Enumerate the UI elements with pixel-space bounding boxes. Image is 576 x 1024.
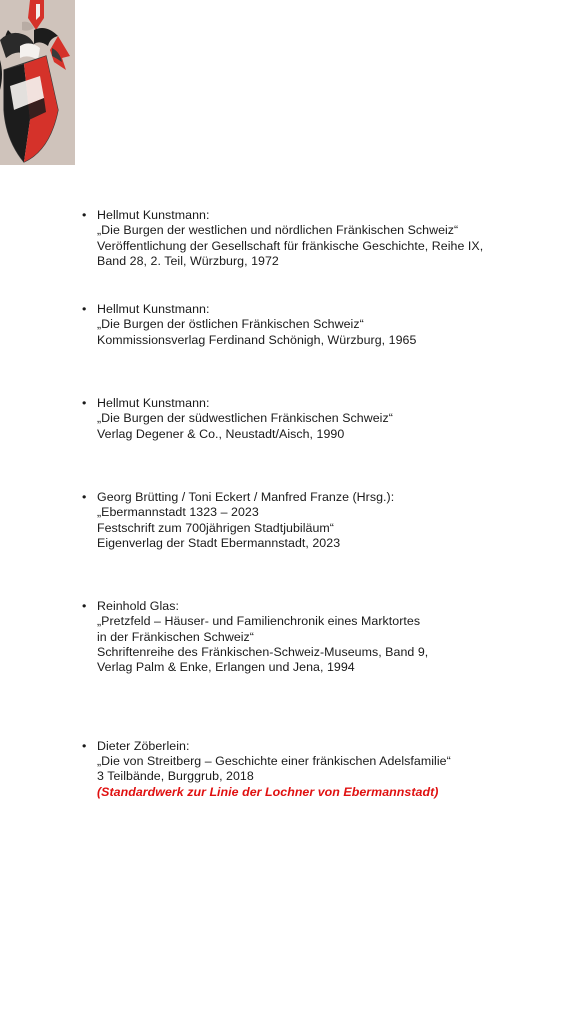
entry-publication: 3 Teilbände, Burggrub, 2018: [97, 769, 254, 784]
bullet-icon: •: [82, 208, 87, 222]
entry-title-continued: in der Fränkischen Schweiz“: [97, 629, 254, 644]
coat-of-arms-image: [0, 0, 75, 165]
entry-title: „Die von Streitberg – Geschichte einer fränkischen Adelsfamilie“: [97, 753, 451, 768]
entry-publication-detail: Band 28, 2. Teil, Würzburg, 1972: [97, 253, 279, 268]
entry-highlight-note: (Standardwerk zur Linie der Lochner von Ebermannstadt): [97, 784, 439, 799]
entry-publication: Verlag Degener & Co., Neustadt/Aisch, 1990: [97, 426, 345, 441]
bullet-icon: •: [82, 302, 87, 317]
entry-author: Hellmut Kunstmann:: [97, 302, 210, 317]
entry-title: „Die Burgen der östlichen Fränkischen Schweiz“: [97, 317, 364, 332]
coat-of-arms-icon: [0, 0, 75, 165]
bibliography-entry: [82, 739, 562, 800]
bibliography-entry: [82, 490, 562, 551]
bullet-icon: •: [82, 599, 87, 614]
entry-publication: Veröffentlichung der Gesellschaft für fränkische Geschichte, Reihe IX,: [97, 238, 484, 253]
entry-author: Hellmut Kunstmann:: [97, 208, 210, 222]
entry-publication: Verlag Palm & Enke, Erlangen und Jena, 1994: [97, 660, 355, 675]
entry-title: „Pretzfeld – Häuser- und Familienchronik eines Marktortes: [97, 614, 421, 629]
entry-publication: Eigenverlag der Stadt Ebermannstadt, 2023: [97, 535, 341, 550]
entry-author: Georg Brütting / Toni Eckert / Manfred Franze (Hrsg.):: [97, 489, 395, 504]
entry-title: „Die Burgen der südwestlichen Fränkischen Schweiz“: [97, 411, 393, 426]
bullet-icon: •: [82, 489, 87, 504]
entry-series: Schriftenreihe des Fränkischen-Schweiz-Museums, Band 9,: [97, 645, 429, 660]
bibliography-entry: [82, 599, 562, 675]
entry-publication: Kommissionsverlag Ferdinand Schönigh, Würzburg, 1965: [97, 332, 417, 347]
bibliography-list: [82, 208, 562, 800]
entry-author: Reinhold Glas:: [97, 599, 179, 614]
bibliography-entry: [82, 302, 562, 348]
entry-title: „Die Burgen der westlichen und nördlichen Fränkischen Schweiz“: [97, 223, 459, 238]
bibliography-entry: [82, 396, 562, 442]
bibliography-entry: [82, 208, 562, 269]
entry-author: Hellmut Kunstmann:: [97, 396, 210, 411]
entry-subtitle: Festschrift zum 700jährigen Stadtjubiläum“: [97, 520, 334, 535]
entry-title: „Ebermannstadt 1323 – 2023: [97, 505, 259, 520]
bullet-icon: •: [82, 396, 87, 411]
entry-author: Dieter Zöberlein:: [97, 738, 190, 753]
bullet-icon: •: [82, 738, 87, 753]
